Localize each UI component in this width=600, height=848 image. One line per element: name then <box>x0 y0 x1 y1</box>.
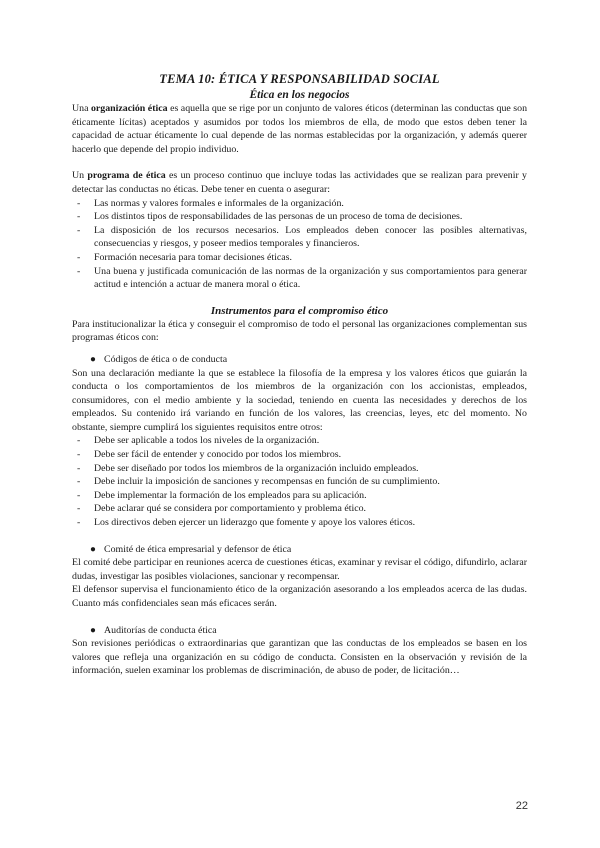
intro-paragraph: Una organización ética es aquella que se rige por un conjunto de valores éticos (determinan las conductas que son éticamente lícitas) aceptados y asumidos por todos los miembros de ella, de modo que estos deben tener la capacidad de actuar éticamente lo cual depende de las normas establecidas por la organización, y además querer hacerlo que depende del propio individuo. <box>72 103 528 155</box>
page-title: TEMA 10: ÉTICA Y RESPONSABILIDAD SOCIAL <box>159 72 440 86</box>
list-item: - Debe aclarar qué se considera por comportamiento y problema ético. <box>72 502 527 516</box>
comite-paragraph-2: El defensor supervisa el funcionamiento ético de la organización asesorando a los empleados acerca de las dudas. Cuanto más confidenciales sean más eficaces serán. <box>72 584 527 609</box>
section-subtitle: Ética en los negocios <box>249 89 350 101</box>
list-item: - Debe ser diseñado por todos los miembros de la organización incluido empleados. <box>72 462 527 476</box>
codigos-heading: ● Códigos de ética o de conducta <box>90 353 228 365</box>
instrumentos-title: Instrumentos para el compromiso ético <box>210 304 389 317</box>
list-item: - Debe incluir la imposición de sanciones y recompensas en función de su cumplimiento. <box>72 475 527 489</box>
list-item: - La disposición de los recursos necesarios. Los empleados deben conocer las posibles alternativas, consecuencias y riesgos, y poseer medios temporales y financieros. <box>72 224 527 251</box>
comite-paragraph-1: El comité debe participar en reuniones acerca de cuestiones éticas, examinar y revisar el código, difundirlo, aclarar dudas, investigar las posibles violaciones, sancionar y recompensar. <box>72 557 527 582</box>
list-item: - Los distintos tipos de responsabilidades de las personas de un proceso de toma de decisiones. <box>72 210 527 224</box>
list-item: - Debe ser aplicable a todos los niveles de la organización. <box>72 434 527 448</box>
page-number: 22 <box>515 800 528 812</box>
list-item: - Una buena y justificada comunicación de las normas de la organización y sus comportamientos para generar actitud e intención a actuar de manera moral o ética. <box>72 265 527 292</box>
list-item: - Debe implementar la formación de los empleados para su aplicación. <box>72 489 527 503</box>
document-page <box>72 72 527 678</box>
programa-list <box>72 197 527 292</box>
list-item: - Los directivos deben ejercer un liderazgo que fomente y apoye los valores éticos. <box>72 516 527 530</box>
instrumentos-intro: Para institucionalizar la ética y conseguir el compromiso de todo el personal las organizaciones complementan sus programas éticos con: <box>72 318 527 344</box>
comite-heading: ● Comité de ética empresarial y defensor de ética <box>90 543 292 555</box>
auditorias-heading: ● Auditorías de conducta ética <box>90 624 217 636</box>
list-item: - Debe ser fácil de entender y conocido por todos los miembros. <box>72 448 527 462</box>
codigos-paragraph: Son una declaración mediante la que se establece la filosofía de la empresa y los valores éticos que guiarán la conducta o los comportamientos de los miembros de la organización con los accionistas, empleados, consumidores, con el medio ambiente y la sociedad, teniendo en cuenta las necesidades y derechos de los empleados. Su contenido irá variando en función de los valores, las creencias, leyes, etc del momento. No obstante, siempre cumplirá los siguientes requisitos entre otros: <box>72 367 527 433</box>
auditorias-paragraph: Son revisiones periódicas o extraordinarias que garantizan que las conductas de los empleados se basen en los valores que refleja una organización en su código de conducta. Consisten en la observación y revisión de la información, suelen examinar los problemas de discriminación, de abuso de poder, de licitación… <box>72 638 527 677</box>
list-item: - Las normas y valores formales e informales de la organización. <box>72 197 527 211</box>
bullet-icon: ● <box>90 624 96 636</box>
codigos-list <box>72 434 527 529</box>
bullet-icon: ● <box>90 543 96 555</box>
bullet-icon: ● <box>90 353 96 365</box>
list-item: - Formación necesaria para tomar decisiones éticas. <box>72 251 527 265</box>
programa-paragraph: Un programa de ética es un proceso continuo que incluye todas las actividades que se realizan para prevenir y detectar las conductas no éticas. Debe tener en cuenta o asegurar: <box>72 170 527 195</box>
